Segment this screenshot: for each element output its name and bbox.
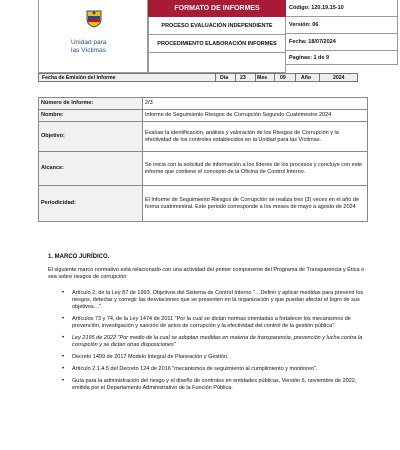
- year-label: Año: [301, 75, 312, 81]
- list-item-text: Artículos 73 y 74, de la Ley 1474 de 2011 "Por la cual se dictan normas orientadas a fortalecer los mecanismos de prevención, investigación y sanción de actos de corrupción y la efectividad del control de la gestión pública".: [72, 316, 351, 329]
- divider: [215, 74, 216, 82]
- list-item-text: Artículo 2, de la Ley 87 de 1993, Objetivos del Sistema de Control Interno "…Definir y aplicar medidas para prevenir los riesgos, detectar y corregir las desviaciones que se presenten en la organización y que puedan afectar el logro de sus objetivos…".: [72, 290, 364, 310]
- month-value: 09: [280, 75, 286, 81]
- document-date: Fecha: 18/07/2024: [286, 34, 398, 51]
- periodicity-value: El Informe de Seguimiento Riesgos de Corrupción se realiza tres (3) veces en el año de forma cuatrimestral. Este periodo corresponde a los meses de mayo a agosto de 2024: [143, 186, 368, 222]
- list-item: [62, 316, 370, 330]
- bullet-icon: •: [62, 378, 65, 384]
- document-title: FORMATO DE INFORMES: [148, 0, 286, 17]
- table-row: [39, 110, 368, 122]
- report-info-table: [38, 97, 368, 222]
- process-name: PROCESO EVALUACIÓN INDEPENDIENTE: [148, 17, 286, 35]
- blank-cell: [148, 53, 286, 73]
- bullet-icon: •: [62, 354, 65, 360]
- logo-line-2: las Víctimas: [71, 47, 107, 54]
- divider: [274, 74, 275, 82]
- periodicity-label: Periodicidad:: [39, 186, 143, 222]
- scope-label: Alcance:: [39, 152, 143, 186]
- emission-date-row: [38, 73, 358, 82]
- logo-cell: [38, 0, 148, 73]
- logo-line-1: Unidad para: [71, 39, 107, 46]
- bullet-icon: •: [62, 366, 65, 372]
- scope-value: Se inicia con la solicitud de información a los líderes de los procesos y concluye con este informe que contiene el concepto de la Oficina de Control Interno.: [143, 152, 368, 186]
- coat-of-arms-icon: [85, 8, 103, 28]
- divider: [235, 74, 236, 82]
- number-value: 2/3: [143, 98, 368, 110]
- list-item-text: Decreto 1499 de 2017 Modelo Integral de Planeación y Gestión.: [72, 354, 229, 360]
- bullet-icon: •: [62, 316, 65, 322]
- list-item-text: Ley 2195 de 2022 "Por medio de la cual se adoptan medidas en materia de transparencia, prevención y lucha contra la corrupción y se dictan otras disposiciones": [72, 335, 363, 348]
- list-item-text: Guía para la administración del riesgo y el diseño de controles en entidades públicas, Versión 6, noviembre de 2022, emitida por el Departamento Administrativo de la Función Pública.: [72, 378, 357, 391]
- objective-label: Objetivo:: [39, 122, 143, 152]
- list-item: [62, 290, 370, 311]
- logo-text: [71, 39, 106, 55]
- document-code: Código: 120.19.15-10: [286, 0, 398, 17]
- year-value: 2024: [333, 75, 345, 81]
- table-row: [39, 98, 368, 110]
- divider: [295, 74, 296, 82]
- list-item: [62, 378, 370, 392]
- procedure-name: PROCEDIMIENTO ELABORACIÓN INFORMES: [148, 35, 286, 53]
- table-row: [39, 186, 368, 222]
- list-item-text: Artículo 2.1.4.5 del Decreto 124 de 2016 "mecanismos de seguimiento al cumplimiento y monitoreo".: [72, 366, 318, 372]
- section-title: 1. MARCO JURÍDICO.: [48, 254, 110, 260]
- number-label: Número de Informe:: [39, 98, 143, 110]
- emission-label: Fecha de Emisión del Informe: [42, 75, 116, 81]
- list-item: [62, 335, 370, 349]
- list-item: [62, 354, 370, 361]
- table-row: [39, 152, 368, 186]
- intro-paragraph: El siguiente marco normativo está relacionado con una actividad del primer componente del Programa de Transparencia y Ética o sea sobre riesgos de corrupción:: [48, 267, 365, 280]
- day-value: 23: [240, 75, 246, 81]
- document-version: Versión: 06: [286, 17, 398, 34]
- name-value: Informe de Seguimiento Riesgos de Corrupción Segundo Cuatrimestre 2024: [143, 110, 368, 122]
- objective-value: Evaluar la identificación, análisis y valoración de los Riesgos de Corrupción y la efectividad de los controles establecidos en la Unidad para las Víctimas.: [143, 122, 368, 152]
- month-label: Mes: [257, 75, 268, 81]
- legal-framework-list: [62, 290, 370, 397]
- document-pages: Paginas: 1 de 9: [286, 51, 398, 65]
- list-item: [62, 366, 370, 373]
- bullet-icon: •: [62, 335, 65, 341]
- divider: [319, 74, 320, 82]
- day-label: Día: [220, 75, 229, 81]
- divider: [255, 74, 256, 82]
- document-header: [38, 0, 398, 73]
- bullet-icon: •: [62, 290, 65, 296]
- table-row: [39, 122, 368, 152]
- name-label: Nombre:: [39, 110, 143, 122]
